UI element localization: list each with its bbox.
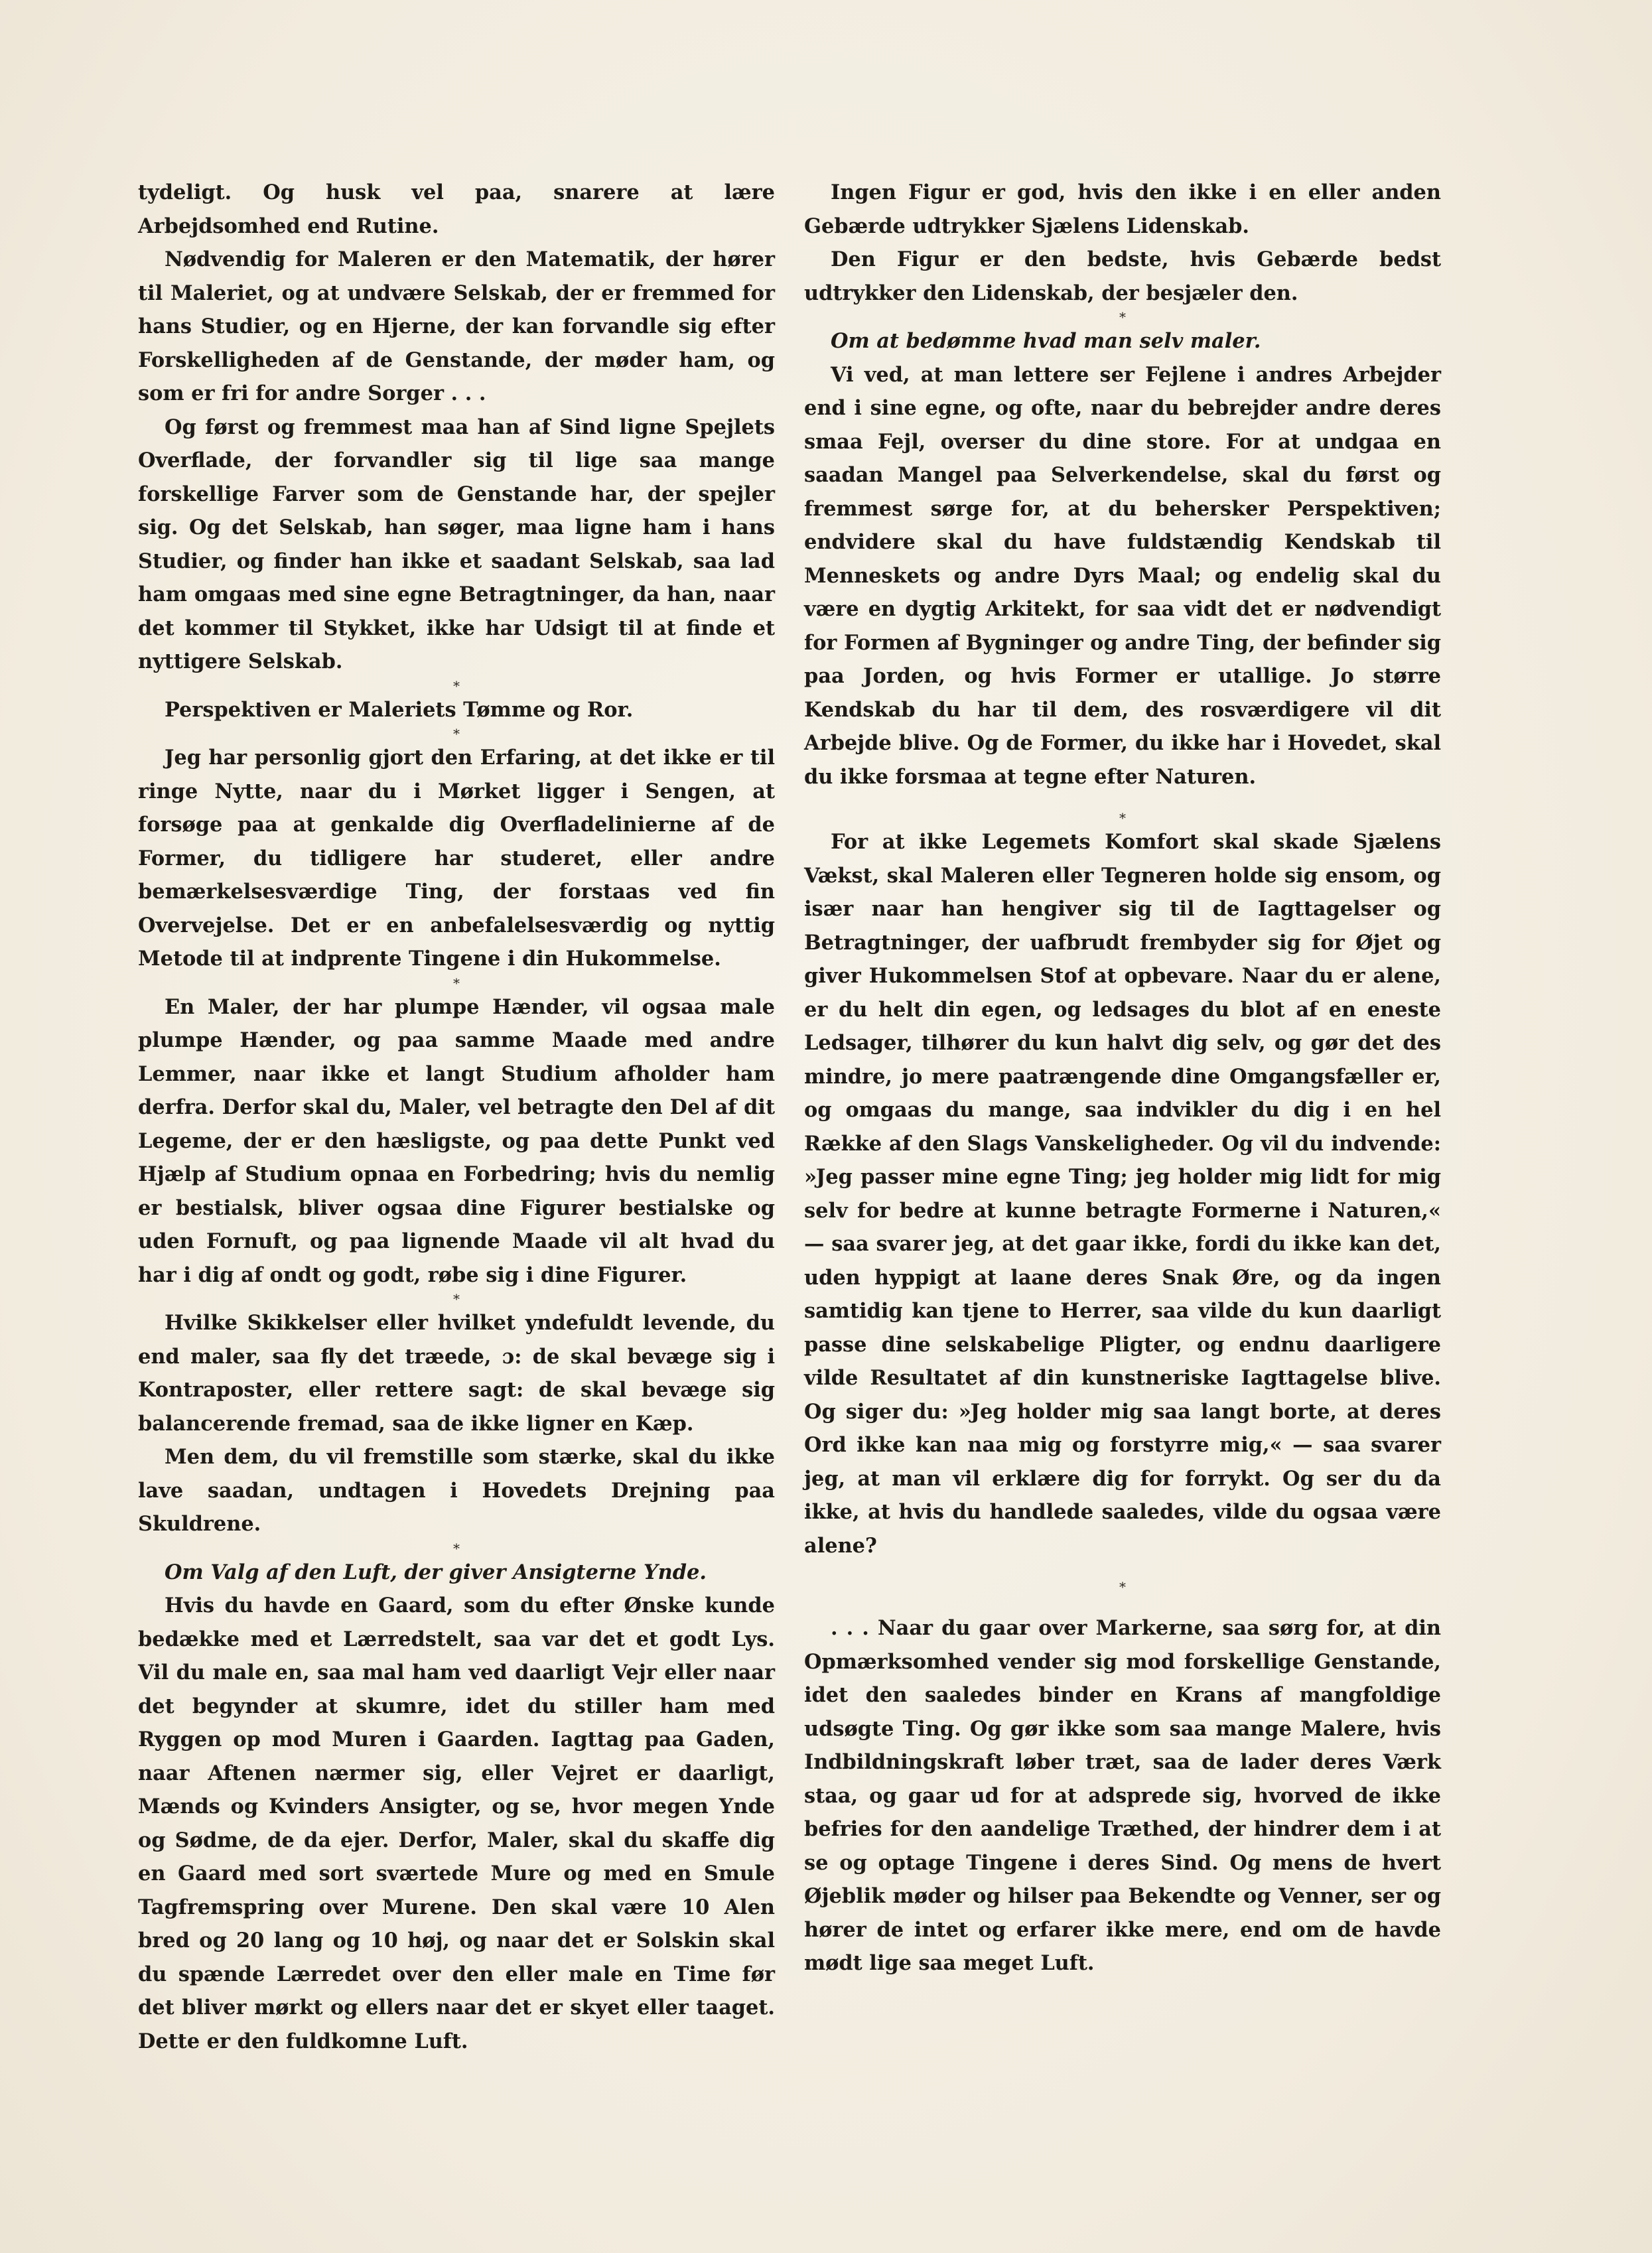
right-column <box>804 176 1441 1980</box>
paragraph: Den Figur er den bedste, hvis Gebærde bedst udtrykker den Lidenskab, der besjæler den. <box>804 247 1441 305</box>
paragraph: Jeg har personlig gjort den Erfaring, at det ikke er til ringe Nytte, naar du i Mørket ligger i Sengen, at forsøge paa at genkalde dig Overfladelinierne af de Former, du tidligere har studeret, eller andre bemærkelsesværdige Ting, der forstaas ved fin Overvejelse. Det er en anbefalelsesværdig og nyttig Metode til at indprente Tingene i din Hukommelse. <box>138 746 775 971</box>
spacer <box>804 1562 1441 1580</box>
separator-mark: * <box>1119 1579 1126 1595</box>
paragraph: Perspektiven er Maleriets Tømme og Ror. <box>165 697 634 722</box>
section-heading: Om Valg af den Luft, der giver Ansigterne Ynde. <box>165 1560 707 1584</box>
separator-mark: * <box>453 1540 460 1556</box>
separator-mark: * <box>453 1291 460 1307</box>
section-heading: Om at bedømme hvad man selv maler. <box>831 329 1261 353</box>
paragraph: . . . Naar du gaar over Markerne, saa sørg for, at din Opmærksomhed vender sig mod forskellige Genstande, idet den saaledes binder en Krans af mangfoldige udsøgte Ting. Og gør ikke som saa mange Malere, hvis Indbildningskraft løber træt, saa de lader deres Værk staa, og gaar ud for at adsprede sig, hvorved de ikke befries for den aandelige Træthed, der hindrer dem i at se og optage Tingene i deres Sind. Og mens de hvert Øjeblik møder og hilser paa Bekendte og Venner, ser og hører de intet og erfarer ikke mere, end om de havde mødt lige saa meget Luft. <box>804 1616 1441 1975</box>
left-column <box>138 176 775 2058</box>
spacer <box>804 1594 1441 1611</box>
paragraph: Hvis du havde en Gaard, som du efter Ønske kunde bedække med et Lærredstelt, saa var det et godt Lys. Vil du male en, saa mal ham ved daarligt Vejr eller naar det begynder at skumre, idet du stiller ham med Ryggen op mod Muren i Gaarden. Iagttag paa Gaden, naar Aftenen nærmer sig, eller Vejret er daarligt, Mænds og Kvinders Ansigter, og se, hvor megen Ynde og Sødme, de da ejer. Derfor, Maler, skal du skaffe dig en Gaard med sort sværtede Mure og med en Smule Tagfremspring over Murene. Den skal være 10 Alen bred og 20 lang og 10 høj, og naar det er Solskin skal du spænde Lærredet over den eller male en Time før det bliver mørkt og ellers naar det er skyet eller taaget. Dette er den fuldkomne Luft. <box>138 1594 775 2053</box>
paragraph: En Maler, der har plumpe Hænder, vil ogsaa male plumpe Hænder, og paa samme Maade med andre Lemmer, naar ikke et langt Studium afholder ham derfra. Derfor skal du, Maler, vel betragte den Del af dit Legeme, der er den hæsligste, og paa dette Punkt ved Hjælp af Studium opnaa en Forbedring; hvis du nemlig er bestialsk, bliver ogsaa dine Figurer bestialske og uden Fornuft, og paa lignende Maade vil alt hvad du har i dig af ondt og godt, røbe sig i dine Figurer. <box>138 994 775 1287</box>
paragraph: tydeligt. Og husk vel paa, snarere at lære Arbejdsomhed end Rutine. <box>138 180 775 238</box>
separator-mark: * <box>453 726 460 742</box>
paragraph: Men dem, du vil fremstille som stærke, skal du ikke lave saadan, undtagen i Hovedets Drejning paa Skuldrene. <box>138 1445 775 1536</box>
separator-mark: * <box>453 975 460 991</box>
separator-mark: * <box>1119 810 1126 826</box>
separator-mark: * <box>1119 309 1126 325</box>
paragraph: Og først og fremmest maa han af Sind ligne Spejlets Overflade, der forvandler sig til lige saa mange forskellige Farver som de Genstande har, der spejler sig. Og det Selskab, han søger, maa ligne ham i hans Studier, og finder han ikke et saadant Selskab, saa lad ham omgaas med sine egne Betragtninger, da han, naar det kommer til Stykket, ikke har Udsigt til at finde et nyttigere Selskab. <box>138 415 775 673</box>
paragraph: Hvilke Skikkelser eller hvilket yndefuldt levende, du end maler, saa fly det træede, ɔ: de skal bevæge sig i Kontraposter, eller rettere sagt: de skal bevæge sig balancerende fremad, saa de ikke ligner en Kæp. <box>138 1311 775 1436</box>
paragraph: Ingen Figur er god, hvis den ikke i en eller anden Gebærde udtrykker Sjælens Lidenskab. <box>804 180 1441 238</box>
paragraph: Nødvendig for Maleren er den Matematik, der hører til Maleriet, og at undvære Selskab, der er fremmed for hans Studier, og en Hjerne, der kan forvandle sig efter Forskelligheden af de Genstande, der møder ham, og som er fri for andre Sorger . . . <box>138 247 775 405</box>
separator-mark: * <box>453 677 460 694</box>
spacer <box>804 793 1441 811</box>
paragraph: For at ikke Legemets Komfort skal skade Sjælens Vækst, skal Maleren eller Tegneren holde sig ensom, og især naar han hengiver sig til de Iagttagelser og Betragtninger, der uafbrudt frembyder sig for Øjet og giver Hukommelsen Stof at opbevare. Naar du er alene, er du helt din egen, og ledsages du blot af en eneste Ledsager, tilhører du kun halvt dig selv, og gør det des mindre, jo mere paatrængende dine Omgangsfæller er, og omgaas du mange, saa indvikler du dig i en hel Række af den Slags Vanskeligheder. Og vil du indvende: »Jeg passer mine egne Ting; jeg holder mig lidt for mig selv for bedre at kunne betragte Formerne i Naturen,« — saa svarer jeg, at det gaar ikke, fordi du ikke kan det, uden hyppigt at laane deres Snak Øre, og da ingen samtidig kan tjene to Herrer, saa vilde du kun daarligt passe dine selskabelige Pligter, og endnu daarligere vilde Resultatet af din kunstneriske Iagttagelse blive. Og siger du: »Jeg holder mig saa langt borte, at deres Ord ikke kan naa mig og forstyrre mig,« — saa svarer jeg, at man vil erklære dig for forrykt. Og ser du da ikke, at hvis du handlede saaledes, vilde du ogsaa være alene? <box>804 830 1441 1558</box>
paragraph: Vi ved, at man lettere ser Fejlene i andres Arbejder end i sine egne, og ofte, naar du bebrejder andre deres smaa Fejl, overser du dine store. For at undgaa en saadan Mangel paa Selverkendelse, skal du først og fremmest sørge for, at du behersker Perspektiven; endvidere skal du have fuldstændig Kendskab til Menneskets og andre Dyrs Maal; og endelig skal du være en dygtig Arkitekt, for saa vidt det er nødvendigt for Formen af Bygninger og andre Ting, der befinder sig paa Jorden, og hvis Former er utallige. Jo større Kendskab du har til dem, des rosværdigere vil dit Arbejde blive. Og de Former, du ikke har i Hovedet, skal du ikke forsmaa at tegne efter Naturen. <box>804 362 1441 789</box>
